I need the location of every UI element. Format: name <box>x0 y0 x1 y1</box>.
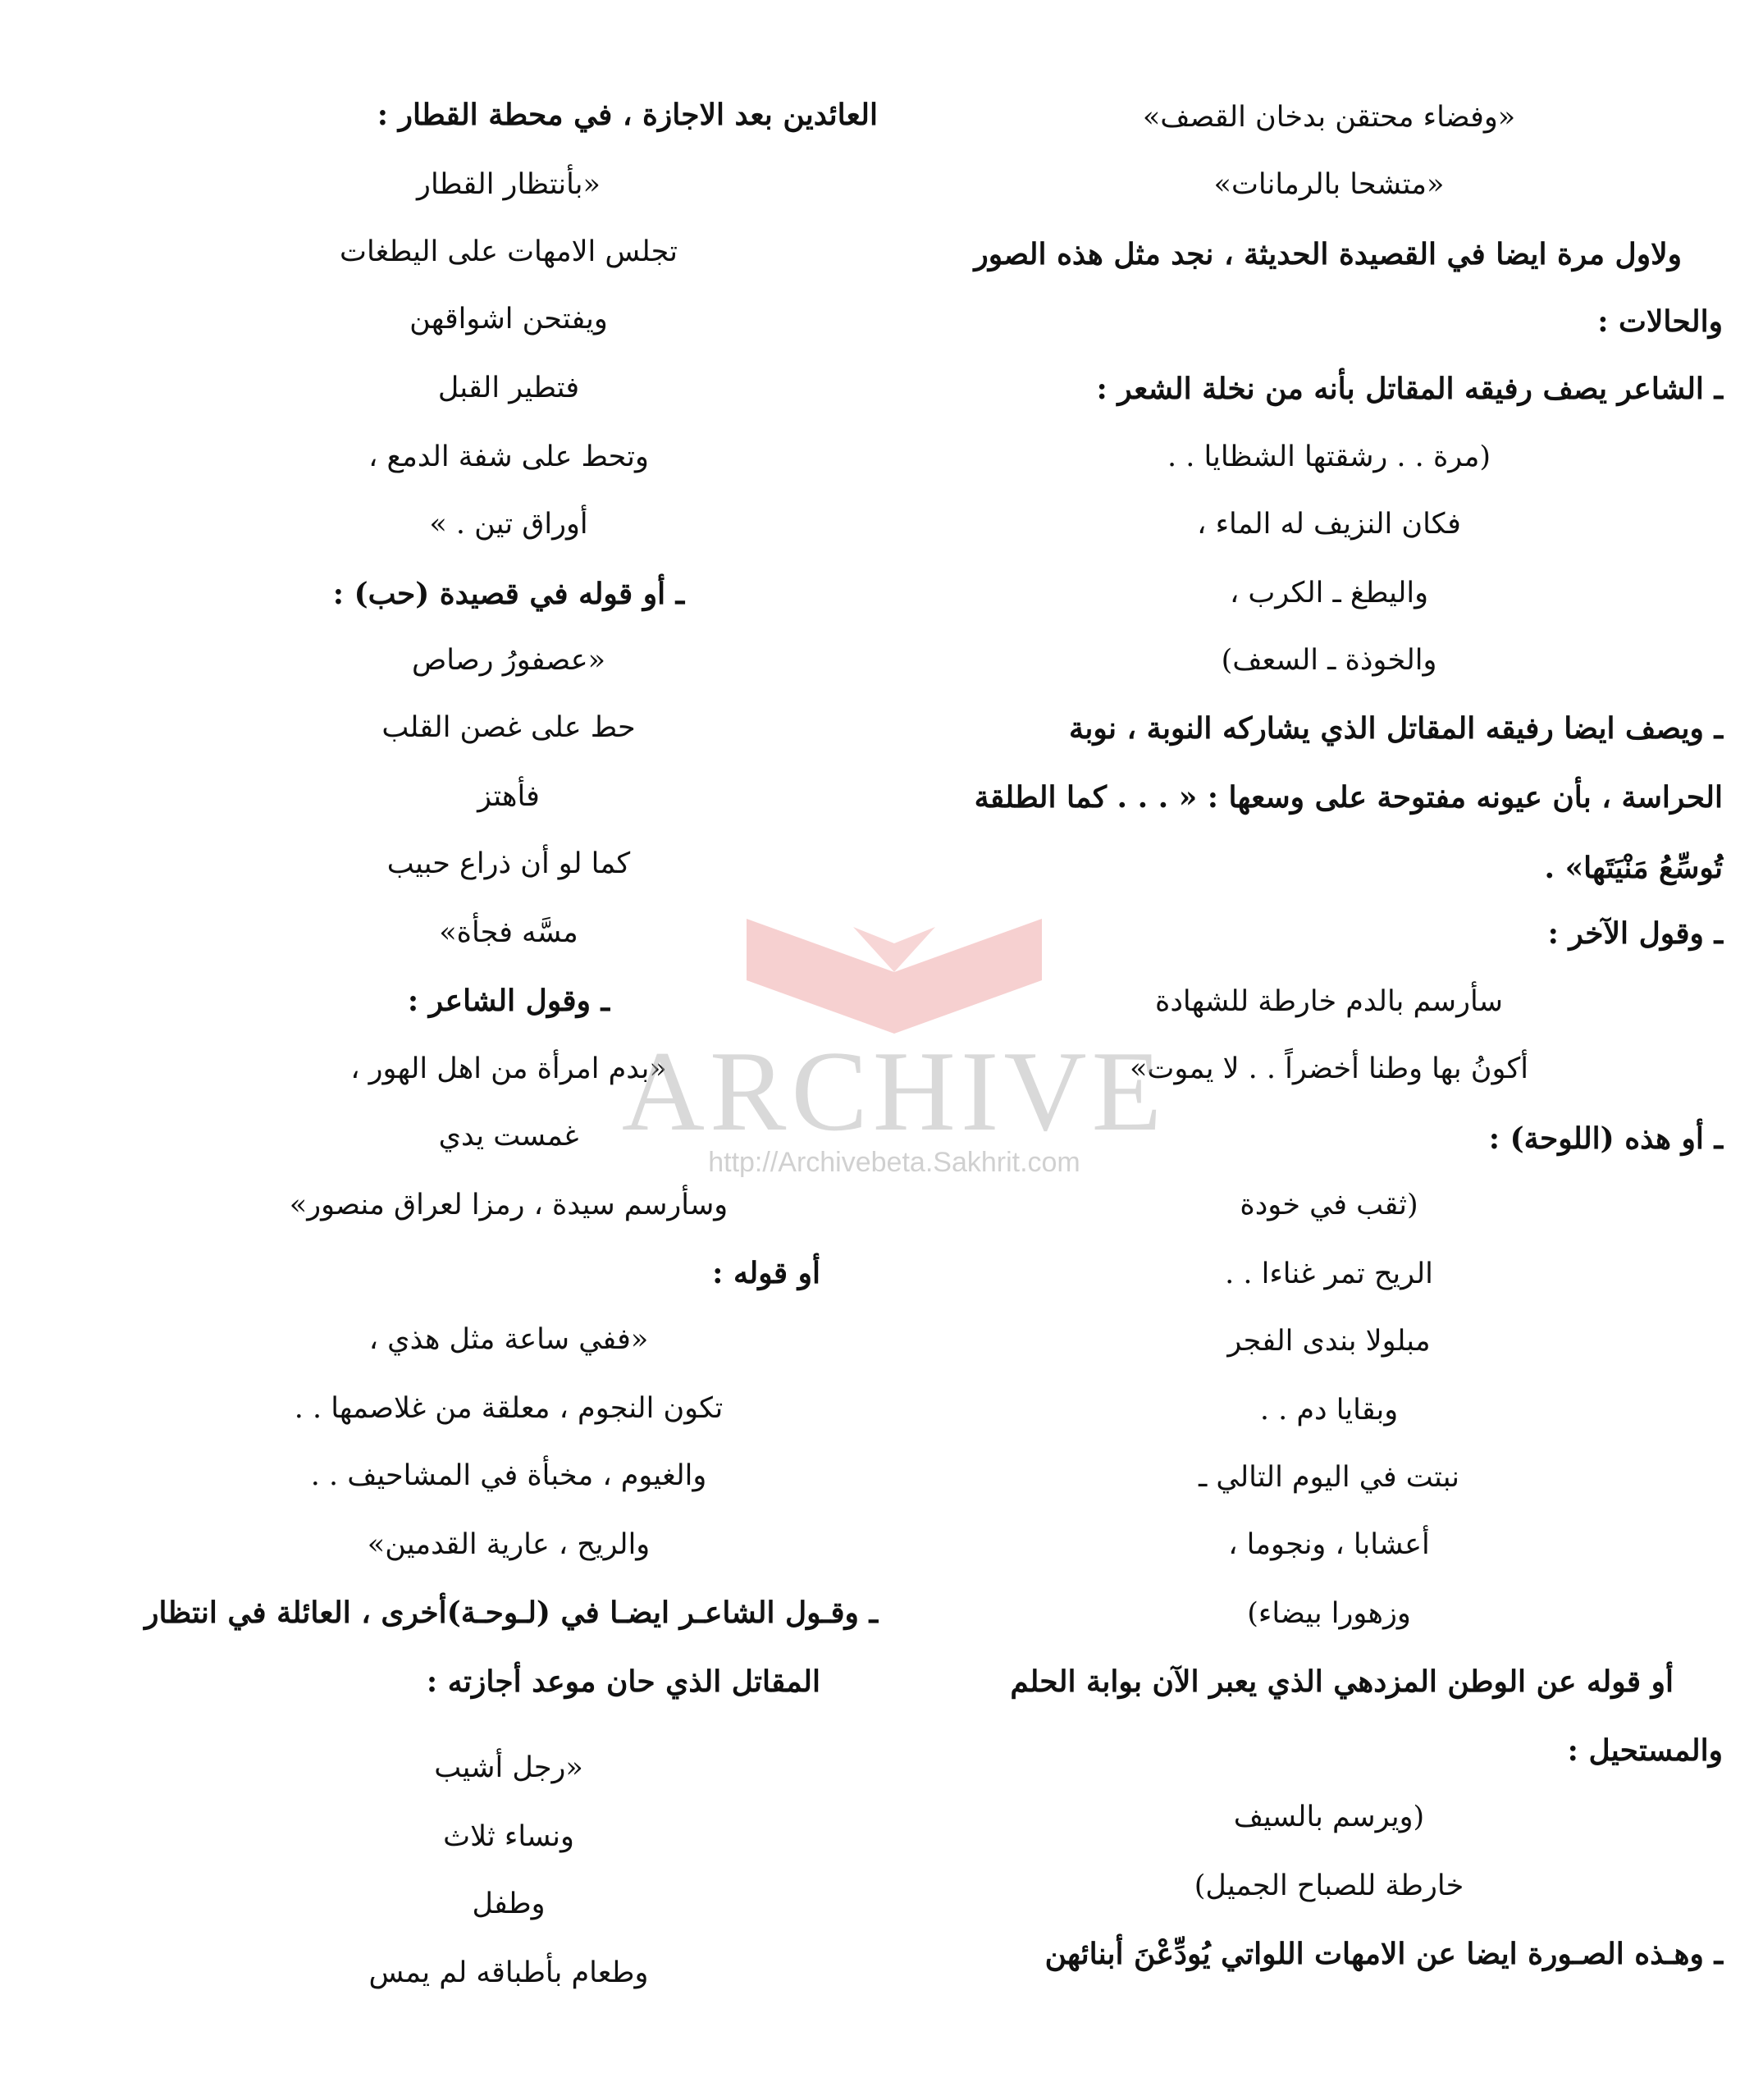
verse-line: فتطير القبل <box>437 372 580 404</box>
bullet-line: ـ وقول الشاعر : <box>407 984 610 1018</box>
verse-line: تكون النجوم ، معلقة من غلاصمها . . <box>294 1392 724 1425</box>
bullet-line: ـ الشاعر يصف رفيقه المقاتل بأنه من نخلة الشعر : <box>1096 372 1723 406</box>
verse-line: «رجل أشيب <box>434 1751 583 1784</box>
verse-line: غمست يدي <box>438 1120 579 1153</box>
verse-line: ونساء ثلاث <box>443 1820 574 1853</box>
verse-line: وبقايا دم . . <box>1259 1394 1399 1427</box>
verse-line: «عصفورُ رصاص <box>411 644 606 677</box>
paragraph-line: العائدين بعد الاجازة ، في محطة القطار : <box>377 98 878 132</box>
verse-line: وزهورا بيضاء) <box>1247 1597 1411 1630</box>
bullet-line: ـ وقـول الشاعـر ايضـا في (لـوحـة)أخرى ، العائلة في انتظار <box>144 1596 878 1630</box>
verse-line: مسَّه فجأة» <box>439 916 578 949</box>
paragraph-line: أو قوله عن الوطن المزدهي الذي يعبر الآن بوابة الحلم <box>1010 1664 1674 1699</box>
verse-line: والريح ، عارية القدمين» <box>367 1528 651 1561</box>
verse-line: (ثقب في خودة <box>1240 1189 1418 1221</box>
verse-line: واليطغ ـ الكرب ، <box>1229 577 1429 609</box>
verse-line: «بأنتظار القطار <box>417 168 601 201</box>
verse-line: أكونُ بها وطنا أخضراً . . لا يموت» <box>1130 1052 1528 1085</box>
verse-line: مبلولا بندى الفجر <box>1227 1325 1431 1358</box>
verse-line: أوراق تين . » <box>429 508 588 541</box>
paragraph-line: أو قوله : <box>712 1256 820 1290</box>
verse-line: «بدم امرأة من اهل الهور ، <box>350 1052 667 1085</box>
watermark-title: ARCHIVE <box>621 1028 1167 1155</box>
bullet-line: ـ وقول الآخر : <box>1547 916 1723 951</box>
verse-line: والخوذة ـ السعف) <box>1221 644 1437 677</box>
paragraph-line: والحالات : <box>1597 304 1723 339</box>
verse-line: (ويرسم بالسيف <box>1233 1801 1425 1833</box>
verse-line: سأرسم بالدم خارطة للشهادة <box>1154 985 1504 1018</box>
paragraph-line: ولاول مرة ايضا في القصيدة الحديثة ، نجد مثل هذه الصور <box>974 237 1682 272</box>
verse-line: الريح تمر غناءا . . <box>1225 1258 1433 1290</box>
verse-line: وطفل <box>472 1888 546 1920</box>
verse-line: والغيوم ، مخبأة في المشاحيف . . <box>310 1459 707 1492</box>
verse-line: فكان النزيف له الماء ، <box>1197 508 1461 541</box>
paragraph-line: المقاتل الذي حان موعد أجازته : <box>426 1664 820 1699</box>
bullet-line: ـ أو هذه (اللوحة) : <box>1488 1121 1723 1156</box>
verse-line: «متشحا بالرمانات» <box>1213 168 1445 201</box>
verse-line: أعشابا ، ونجوما ، <box>1228 1528 1430 1561</box>
verse-line: وطعام بأطباقه لم يمس <box>368 1956 649 1989</box>
verse-line: نبتت في اليوم التالي ـ <box>1198 1461 1460 1494</box>
verse-line: حط على غصن القلب <box>381 711 636 744</box>
verse-line: فأهتز <box>477 780 540 813</box>
paragraph-line: والمستحيل : <box>1567 1733 1723 1768</box>
verse-line: «وفضاء محتقن بدخان القصف» <box>1142 101 1516 134</box>
bullet-line: ـ ويصف ايضا رفيقه المقاتل الذي يشاركه النوبة ، نوبة <box>1069 711 1723 746</box>
bullet-line: ـ أو قوله في قصيدة (حب) : <box>332 577 685 611</box>
watermark-url: http://Archivebeta.Sakhrit.com <box>708 1147 1080 1178</box>
bullet-line: ـ وهـذه الصـورة ايضا عن الامهات اللواتي يُودِّعْنَ أبنائهن <box>1044 1937 1723 1971</box>
verse-line: تجلس الامهات على اليطغات <box>340 235 678 268</box>
verse-line: وتحط على شفة الدمع ، <box>368 441 649 473</box>
verse-line: وسأرسم سيدة ، رمزا لعراق منصور» <box>289 1189 728 1221</box>
verse-line: خارطة للصباح الجميل) <box>1194 1869 1464 1902</box>
paragraph-line: تُوسِّعُ مَنْيَتَها» . <box>1544 851 1723 885</box>
archive-watermark <box>607 911 1181 1178</box>
verse-line: (مرة . . رشقتها الشظايا . . <box>1167 441 1491 473</box>
paragraph-line: الحراسة ، بأن عيونه مفتوحة على وسعها : « . . . كما الطلقة <box>974 780 1723 815</box>
verse-line: «ففي ساعة مثل هذي ، <box>368 1323 649 1356</box>
verse-line: ويفتحن اشواقهن <box>409 303 608 336</box>
verse-line: كما لو أن ذراع حبيب <box>386 847 631 880</box>
